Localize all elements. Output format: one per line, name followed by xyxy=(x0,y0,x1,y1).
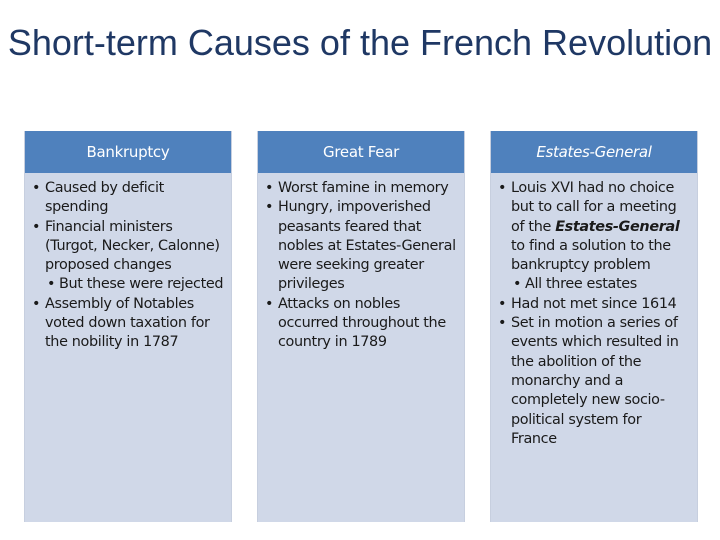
column-bankruptcy xyxy=(24,131,232,522)
column-header-estates-general: Estates-General xyxy=(491,131,697,173)
column-header-great-fear: Great Fear xyxy=(258,131,464,173)
bullet-item: • Assembly of Notables voted down taxation for the nobility in 1787 xyxy=(45,295,225,353)
bullet-list-bankruptcy xyxy=(25,179,231,353)
bullet-item: • Caused by deficit spending xyxy=(45,179,225,218)
bullet-text: to find a solution to the bankruptcy problem xyxy=(511,237,671,274)
column-estates-general xyxy=(490,131,698,522)
bullet-item xyxy=(511,179,691,275)
column-header-bankruptcy: Bankruptcy xyxy=(25,131,231,173)
sub-bullet-item: • But these were rejected xyxy=(59,275,225,294)
bullet-item: • Set in motion a series of events which resulted in the abolition of the monarchy and a completely new socio-political system for France xyxy=(511,314,691,449)
bullet-item: • Hungry, impoverished peasants feared that nobles at Estates-General were seeking greater privileges xyxy=(278,198,458,294)
bullet-list-estates-general xyxy=(491,179,697,449)
emphasized-term: Estates-General xyxy=(555,218,680,235)
column-great-fear xyxy=(257,131,465,522)
bullet-item: • Worst famine in memory xyxy=(278,179,458,198)
bullet-item: • Attacks on nobles occurred throughout the country in 1789 xyxy=(278,295,458,353)
bullet-list-great-fear xyxy=(258,179,464,353)
slide-title: Short-term Causes of the French Revolution xyxy=(7,22,713,63)
bullet-item: • Financial ministers (Turgot, Necker, Calonne) proposed changes xyxy=(45,218,225,276)
bullet-text: Louis XVI had no choice but to call for a meeting of the xyxy=(511,180,677,235)
bullet-item: • Had not met since 1614 xyxy=(511,295,691,314)
sub-bullet-item: • All three estates xyxy=(525,275,691,294)
